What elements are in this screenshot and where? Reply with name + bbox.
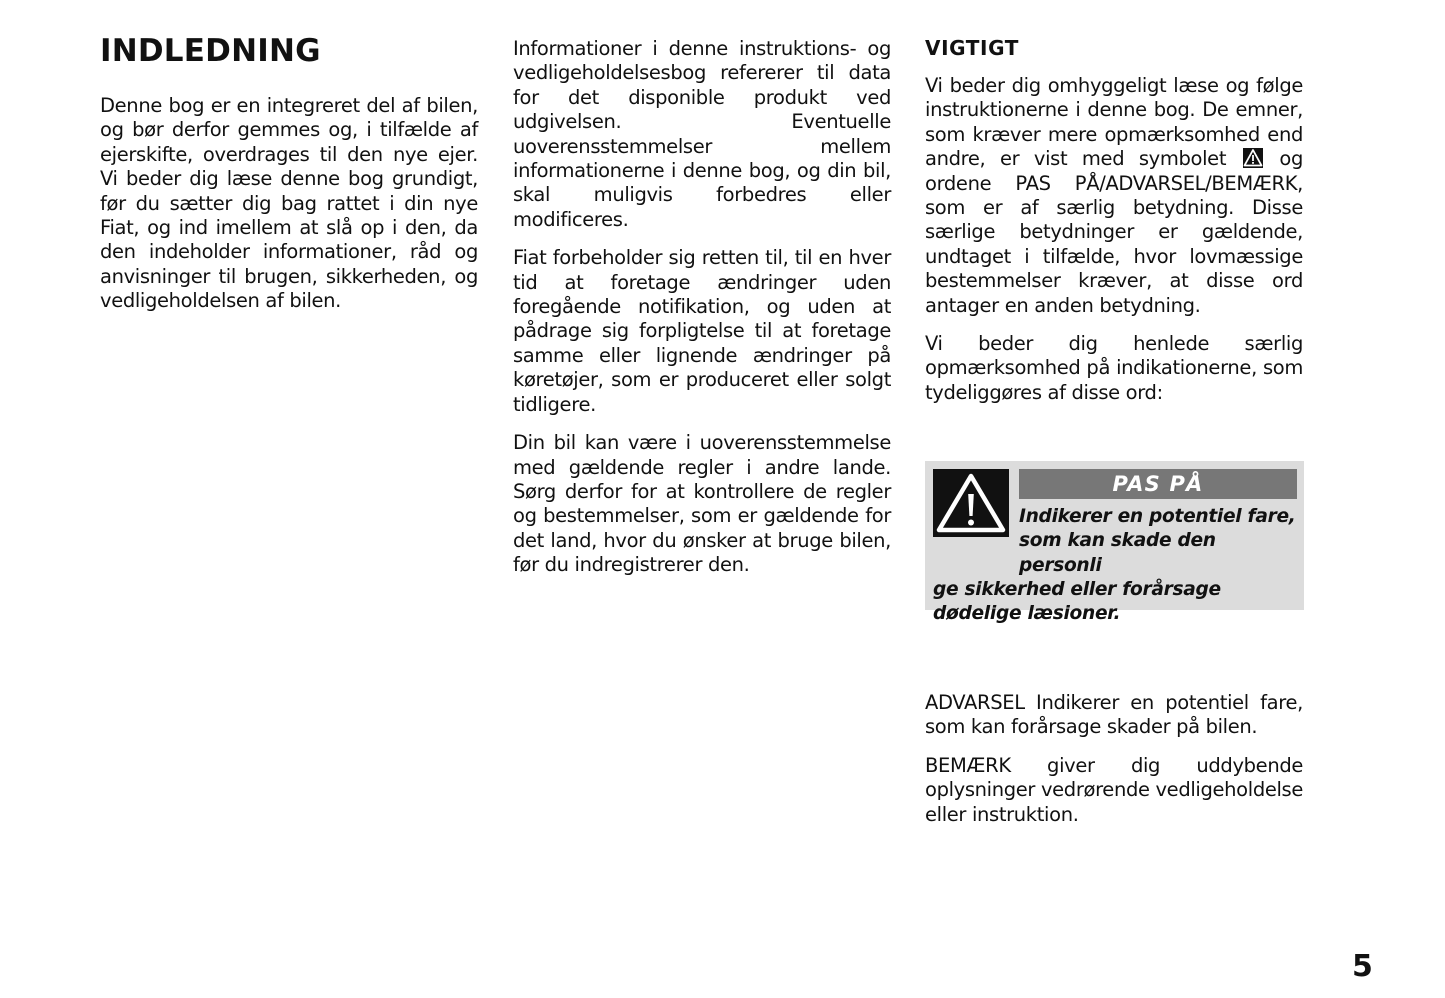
intro-paragraph: Denne bog er en integreret del af bilen, og bør derfor gemmes og, i tilfælde af ejerskifte, overdrages til den nye ejer. Vi beder dig læse denne bog grundigt, før du sætter dig bag rattet i din nye Fiat, og ind imellem at slå op i den, da den indeholder informationer, råd og anvisninger til brugen, sikkerheden, og vedligeholdelsen af bilen.	[100, 94, 478, 313]
warning-header: PAS PÅ	[1019, 469, 1297, 499]
warning-box	[925, 461, 1304, 625]
page-title: INDLEDNING	[100, 33, 321, 69]
advarsel-paragraph: ADVARSEL Indikerer en potentiel fare, som kan forårsage skader på bilen.	[925, 691, 1303, 739]
warning-text-rest: ge sikkerhed eller forårsage dødelige læsioner.	[933, 578, 1221, 625]
warning-text-line-1: Indikerer en potentiel fare,	[1019, 506, 1296, 527]
important-paragraph	[925, 74, 1303, 318]
section-heading: VIGTIGT	[925, 36, 1019, 60]
page-number: 5	[1352, 949, 1373, 984]
column-3	[925, 36, 1303, 419]
column-2	[513, 37, 891, 592]
info-paragraph: Informationer i denne instruktions- og vedligeholdelsesbog refererer til data for det disponible produkt ved udgivelsen. Eventuelle uoverensstemmelser mellem informationerne i denne bog, og din bil, skal muligvis forbedres eller modificeres.	[513, 37, 891, 231]
rights-paragraph: Fiat forbeholder sig retten til, til en hver tid at foretage ændringer uden foregående notifikation, og uden at pådrage sig forpligtelse til at foretage samme eller lignende ændringer på køretøjer, som er produceret eller solgt tidligere.	[513, 246, 891, 416]
bemaerk-paragraph: BEMÆRK giver dig uddybende oplysninger vedrørende vedligeholdelse eller instruktion.	[925, 753, 1304, 826]
important-text-after: og ordene PAS PÅ/ADVARSEL/BEMÆRK, som er af særlig betydning. Disse særlige betydninger er gældende, undtaget i tilfælde, hvor lovmæssige bestemmelser kræver, at disse ord antager en anden betydning.	[925, 147, 1303, 317]
warning-triangle-icon	[1243, 148, 1263, 168]
regulations-paragraph: Din bil kan være i uoverensstemmelse med gældende regler i andre lande. Sørg derfor for at kontrollere de regler og bestemmelser, som er gældende for det land, hvor du ønsker at bruge bilen, før du indregistrerer den.	[513, 431, 891, 577]
important-text-before: Vi beder dig omhyggeligt læse og følge instruktionerne i denne bog. De emner, som kræver mere opmærksomhed end andre, er vist med symbolet	[925, 74, 1303, 171]
column-1	[100, 33, 478, 328]
warning-text-line-2: som kan skade den personli	[1019, 530, 1216, 576]
attention-paragraph: Vi beder dig henlede særlig opmærksomhed på indikationerne, som tydeliggøres af disse ord:	[925, 332, 1303, 404]
column-3-lower	[925, 691, 1303, 841]
warning-text	[933, 505, 1299, 626]
